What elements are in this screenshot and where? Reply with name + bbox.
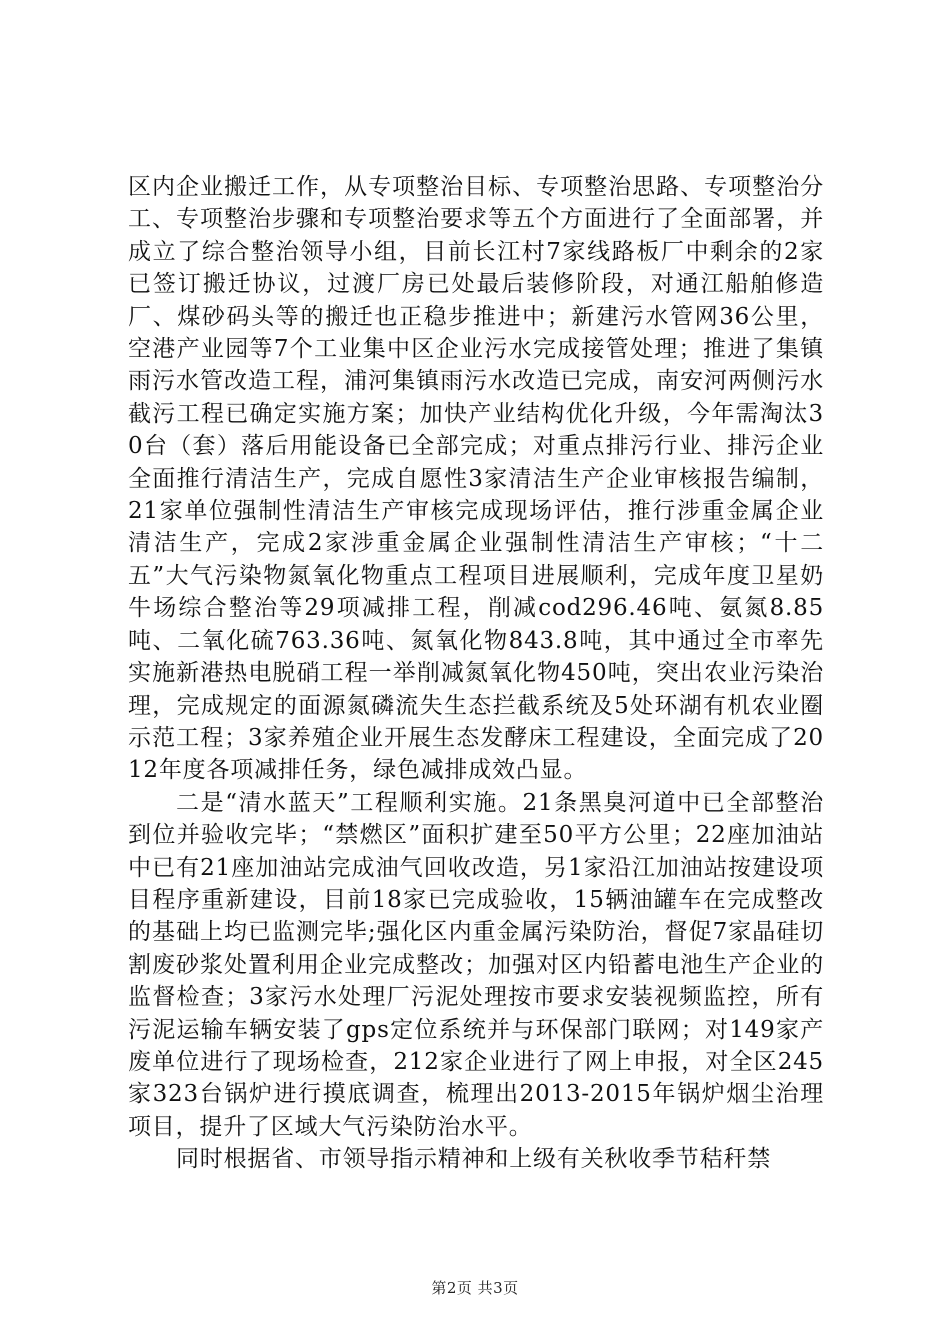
page-footer: 第2页 共3页 — [431, 1279, 519, 1297]
document-body — [128, 171, 824, 1176]
paragraph-3: 同时根据省、市领导指示精神和上级有关秋收季节秸秆禁 — [176, 1146, 771, 1173]
paragraph-1: 区内企业搬迁工作，从专项整治目标、专项整治思路、专项整治分工、专项整治步骤和专项整治要求等五个方面进行了全面部署，并成立了综合整治领导小组，目前长江村7家线路板厂中剩余的2家已签订搬迁协议，过渡厂房已处最后装修阶段，对通江船舶修造厂、煤砂码头等的搬迁也正稳步推进中；新建污水管网36公里，空港产业园等7个工业集中区企业污水完成接管处理；推进了集镇雨污水管改造工程，浦河集镇雨污水改造已完成，南安河两侧污水截污工程已确定实施方案；加快产业结构优化升级，今年需淘汰30台（套）落后用能设备已全部完成；对重点排污行业、排污企业全面推行清洁生产，完成自愿性3家清洁生产企业审核报告编制，21家单位强制性清洁生产审核完成现场评估，推行涉重金属企业清洁生产，完成2家涉重金属企业强制性清洁生产审核；“十二五”大气污染物氮氧化物重点工程项目进展顺利，完成年度卫星奶牛场综合整治等29项减排工程，削减cod296.46吨、氨氮8.85吨、二氧化硫763.36吨、氮氧化物843.8吨，其中通过全市率先实施新港热电脱硝工程一举削减氮氧化物450吨，突出农业污染治理，完成规定的面源氮磷流失生态拦截系统及5处环湖有机农业圈示范工程；3家养殖企业开展生态发酵床工程建设，全面完成了2012年度各项减排任务，绿色减排成效凸显。 — [128, 174, 824, 784]
paragraph-2: 二是“清水蓝天”工程顺利实施。21条黑臭河道中已全部整治到位并验收完毕；“禁燃区”面积扩建至50平方公里；22座加油站中已有21座加油站完成油气回收改造，另1家沿江加油站按建设项目程序重新建设，目前18家已完成验收，15辆油罐车在完成整改的基础上均已监测完毕;强化区内重金属污染防治，督促7家晶硅切割废砂浆处置利用企业完成整改；加强对区内铅蓄电池生产企业的监督检查；3家污水处理厂污泥处理按市要求安装视频监控，所有污泥运输车辆安装了gps定位系统并与环保部门联网；对149家产废单位进行了现场检查，212家企业进行了网上申报，对全区245家323台锅炉进行摸底调查，梳理出2013-2015年锅炉烟尘治理项目，提升了区域大气污染防治水平。 — [128, 789, 824, 1140]
